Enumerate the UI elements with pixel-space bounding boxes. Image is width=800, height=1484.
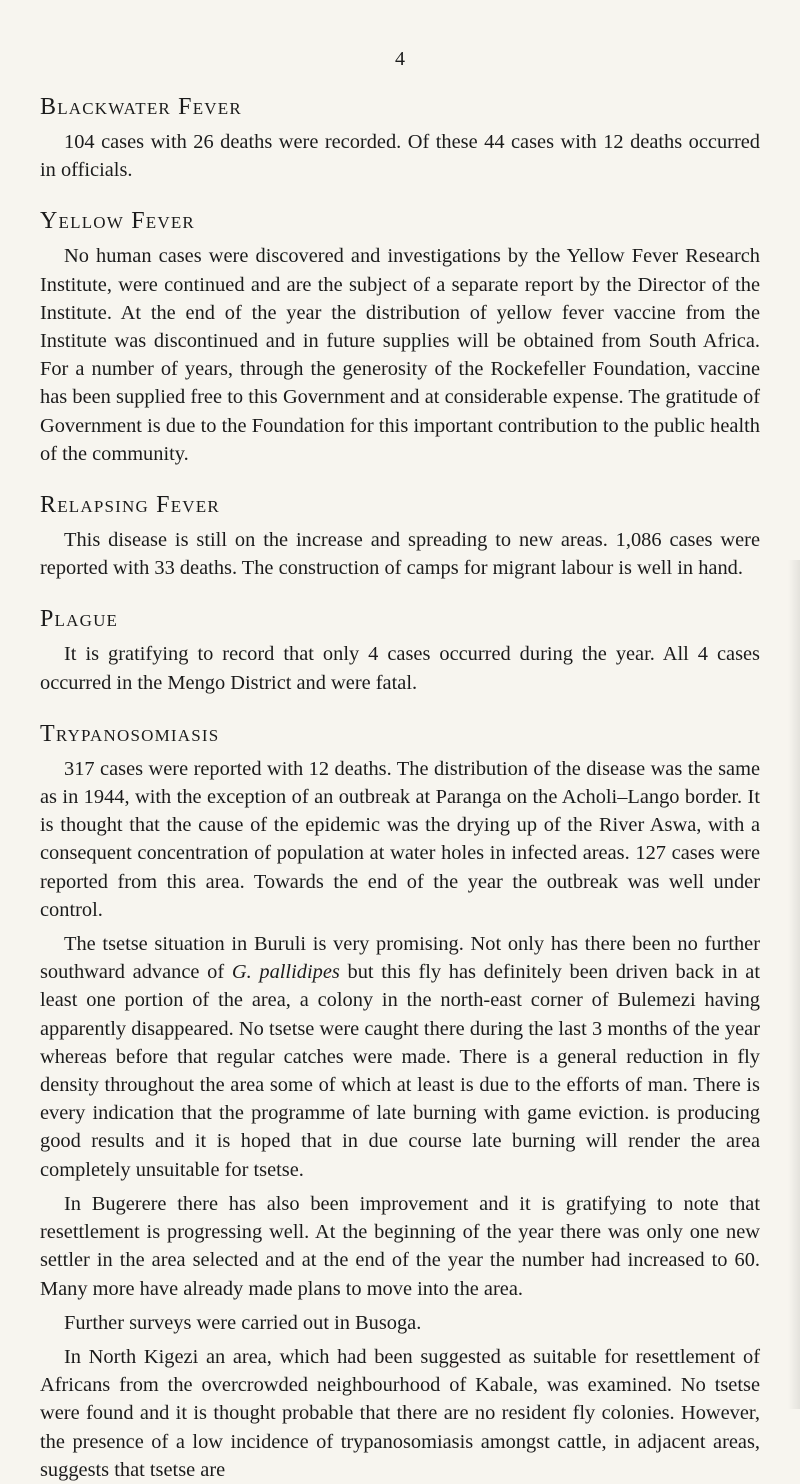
paragraph: It is gratifying to record that only 4 cases occurred during the year. All 4 cases occurred in the Mengo District and were fatal. [40, 643, 760, 694]
paragraph: In Bugerere there has also been improvement and it is gratifying to note that resettlement is progressing well. At the beginning of the year there was only one new settler in the area selected and at the end of the year the number had increased to 60. Many more have already made plans to move into the area. [40, 1192, 760, 1300]
section-heading: Trypanosomiasis [40, 720, 220, 747]
paragraph: 104 cases with 26 deaths were recorded. Of these 44 cases with 12 deaths occurred in officials. [40, 131, 760, 182]
paragraph: 317 cases were reported with 12 deaths. The distribution of the disease was the same as in 1944, with the exception of an outbreak at Paranga on the Acholi–Lango border. It is thought that the cause of the epidemic was the drying up of the River Aswa, with a consequent concentration of population at water holes in infected areas. 127 cases were reported from this area. Towards the end of the year the outbreak was well under control. [40, 757, 760, 921]
section-heading: Blackwater Fever [40, 94, 242, 120]
paragraph: Further surveys were carried out in Busoga. [64, 1311, 422, 1334]
text-run: The tsetse situation in Buruli is very promising. Not only has there been no further southward advance of [40, 933, 760, 984]
section-blackwater-fever [40, 94, 760, 184]
section-heading: Relapsing Fever [40, 492, 220, 519]
section-heading: Plague [40, 606, 119, 633]
section-relapsing-fever [40, 492, 760, 582]
page-number: 4 [395, 48, 405, 70]
section-heading: Yellow Fever [40, 208, 195, 235]
paragraph: No human cases were discovered and investigations by the Yellow Fever Research Institute, were continued and are the subject of a separate report by the Director of the Institute. At the end of the year the distribution of yellow fever vaccine from the Institute was discontinued and in future supplies will be obtained from South Africa. For a number of years, through the generosity of the Rockefeller Foundation, vaccine has been supplied free to this Government and at considerable expense. The gratitude of Government is due to the Foundation for this important contribution to the public health of the community. [40, 245, 760, 465]
section-trypanosomiasis [40, 721, 760, 1484]
species-name: G. pallidipes [231, 961, 340, 984]
section-yellow-fever [40, 208, 760, 468]
text-run: but this fly has definitely been driven back in at least one portion of the area, a colony in the north-east corner of Bulemezi having apparently disappeared. No tsetse were caught there during the last 3 months of the year whereas before that regular catches were made. There is a general reduction in fly density throughout the area some of which at least is due to the efforts of man. There is every indication that the programme of late burning with game eviction. is producing good results and it is hoped that in due course late burning will render the area completely unsuitable for tsetse. [40, 961, 760, 1181]
paragraph: In North Kigezi an area, which had been suggested as suitable for resettlement of Africans from the overcrowded neighbourhood of Kabale, was examined. No tsetse were found and it is thought probable that there are no resident fly colonies. However, the presence of a low incidence of trypanosomiasis amongst cattle, in adjacent areas, suggests that tsetse are [40, 1345, 760, 1481]
page-edge-shadow [788, 560, 800, 1409]
section-plague [40, 606, 760, 696]
paragraph-tsetse-buruli [40, 930, 760, 1184]
paragraph: This disease is still on the increase and spreading to new areas. 1,086 cases were reported with 33 deaths. The construction of camps for migrant labour is well in hand. [40, 529, 760, 580]
